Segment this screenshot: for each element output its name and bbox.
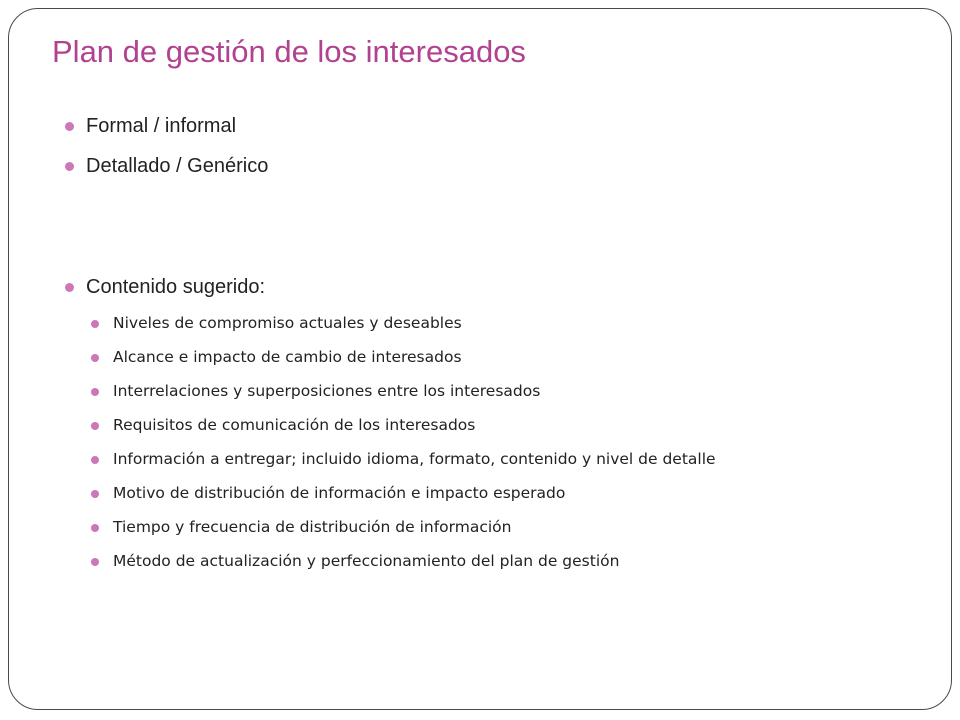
bullet-dot — [65, 122, 74, 131]
sub-bullet-item: Información a entregar; incluido idioma, formato, contenido y nivel de detalle — [113, 450, 716, 468]
bullet-detallado-generico: Detallado / Genérico — [86, 155, 269, 177]
sub-bullet-item: Motivo de distribución de información e impacto esperado — [113, 484, 566, 502]
bullet-contenido-sugerido: Contenido sugerido: — [86, 276, 266, 298]
sub-bullet-dot — [91, 524, 99, 532]
bullet-dot — [65, 283, 74, 292]
sub-bullet-dot — [91, 456, 99, 464]
sub-bullet-item: Alcance e impacto de cambio de interesados — [113, 348, 462, 366]
slide-title: Plan de gestión de los interesados — [52, 34, 526, 69]
sub-bullet-dot — [91, 320, 99, 328]
sub-bullet-dot — [91, 558, 99, 566]
sub-bullet-item: Interrelaciones y superposiciones entre los interesados — [113, 382, 541, 400]
bullet-dot — [65, 162, 74, 171]
sub-bullet-item: Requisitos de comunicación de los interesados — [113, 416, 476, 434]
sub-bullet-item: Niveles de compromiso actuales y deseables — [113, 314, 462, 332]
bullet-formal-informal: Formal / informal — [86, 115, 237, 137]
sub-bullet-dot — [91, 354, 99, 362]
sub-bullet-dot — [91, 490, 99, 498]
sub-bullet-item: Método de actualización y perfeccionamiento del plan de gestión — [113, 552, 620, 570]
sub-bullet-item: Tiempo y frecuencia de distribución de información — [113, 518, 512, 536]
sub-bullet-dot — [91, 388, 99, 396]
sub-bullet-dot — [91, 422, 99, 430]
